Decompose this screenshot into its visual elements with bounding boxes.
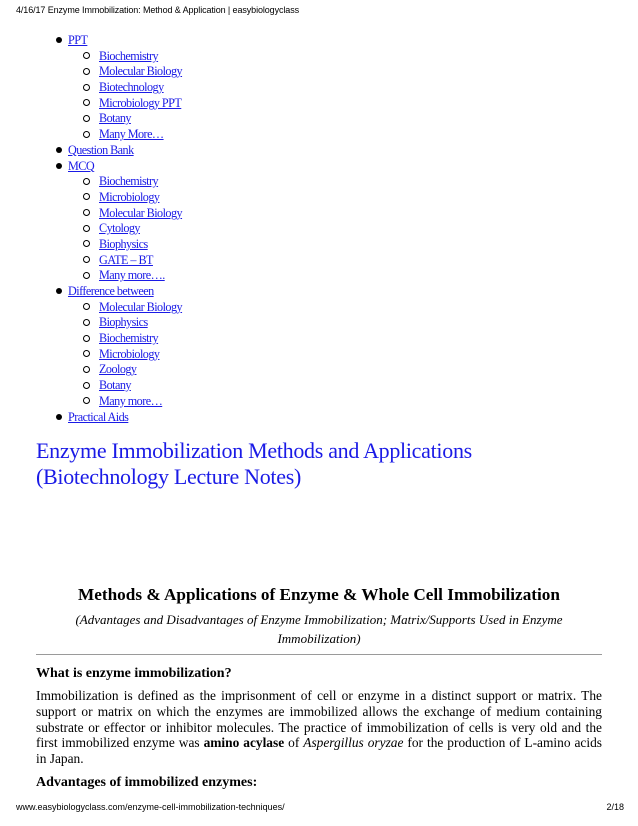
nav-sublink[interactable]: Zoology [99,362,137,377]
nav-sublink[interactable]: Biochemistry [99,174,159,189]
nav-subitem [99,189,182,205]
nav-sublink[interactable]: Biotechnology [99,80,164,95]
section-heading-advantages: Advantages of immobilized enzymes: [36,775,258,790]
nav-sublink[interactable]: Molecular Biology [99,64,183,79]
nav-sublink[interactable]: Cytology [99,221,140,236]
nav-link[interactable]: Question Bank [68,142,134,157]
section-heading-what-is: What is enzyme immobilization? [36,666,232,681]
nav-subitem [99,252,182,268]
nav-item-row [68,142,182,158]
nav-item [53,409,182,425]
para-bold-enzyme: amino acylase [203,735,285,751]
nav-sublink[interactable]: Biochemistry [99,331,159,346]
print-footer [16,802,624,812]
nav-subitem [99,173,182,189]
divider [36,654,602,655]
nav-sublink[interactable]: Molecular Biology [99,205,183,220]
nav-item [53,158,182,284]
para-text-3: for the production of L-amino acids in Japan. [36,735,602,767]
nav-sublink[interactable]: Many More… [99,127,164,142]
nav-item-row [68,32,182,48]
nav-subitem [99,126,182,142]
article-subtitle: (Advantages and Disadvantages of Enzyme Immobilization; Matrix/Supports Used in Enzyme Immobilization) [75,612,563,646]
nav-subitem [99,377,182,393]
nav-subitem [99,236,182,252]
nav-item [53,283,182,409]
nav-sublink[interactable]: Microbiology PPT [99,95,182,110]
nav-subitem [99,48,182,64]
para-text-1: Immobilization is defined as the imprisonment of cell or enzyme in a distinct support or matrix. The support or matrix on which the enzymes are immobilized allows the exchange of medium containing substrate or effector or inhibitor molecules. The practice of immobilization of cells is very old and the first immobilized enzyme was [36,688,602,751]
nav-item [53,142,182,158]
nav-sublink[interactable]: Microbiology [99,189,160,204]
nav-subitem [99,361,182,377]
nav-subitem [99,63,182,79]
nav-item-row [68,283,182,299]
para-italic-organism: Aspergillus oryzae [303,735,404,751]
nav-sublink[interactable]: Biophysics [99,315,148,330]
nav-sublink[interactable]: Botany [99,378,131,393]
nav-subitem [99,314,182,330]
nav-sublink[interactable]: Many more…. [99,268,165,283]
footer-page-number: 2/18 [606,802,624,812]
nav-subitem [99,330,182,346]
para-text-2: of [284,735,304,751]
nav-link[interactable]: MCQ [68,158,95,173]
nav-sublink[interactable]: Biophysics [99,236,148,251]
nav-item-row [68,409,182,425]
nav-submenu [99,299,182,409]
nav-sublink[interactable]: GATE – BT [99,252,153,267]
nav-subitem [99,79,182,95]
post-title: Enzyme Immobilization Methods and Applications (Biotechnology Lecture Notes) [36,438,472,489]
print-header: 4/16/17 Enzyme Immobilization: Method & Application | easybiologyclass [16,5,299,15]
nav-sublink[interactable]: Botany [99,111,131,126]
nav-submenu [99,173,182,283]
nav-subitem [99,95,182,111]
nav-item-row [68,158,182,174]
intro-paragraph [36,688,602,767]
nav-sublink[interactable]: Molecular Biology [99,299,183,314]
nav-subitem [99,205,182,221]
nav-item [53,32,182,142]
nav-link[interactable]: Difference between [68,284,154,298]
article-title: Methods & Applications of Enzyme & Whole Cell Immobilization [78,585,560,604]
nav-subitem [99,299,182,315]
nav-sublink[interactable]: Many more… [99,393,163,408]
nav-submenu [99,48,182,142]
nav-menu [53,32,182,424]
nav-subitem [99,346,182,362]
nav-link[interactable]: Practical Aids [68,409,129,424]
footer-url: www.easybiologyclass.com/enzyme-cell-immobilization-techniques/ [16,802,285,812]
nav-sublink[interactable]: Biochemistry [99,48,159,63]
nav-sublink[interactable]: Microbiology [99,346,160,361]
nav-subitem [99,393,182,409]
site-navigation [53,32,182,424]
nav-subitem [99,220,182,236]
nav-subitem [99,267,182,283]
nav-subitem [99,110,182,126]
nav-link[interactable]: PPT [68,33,88,47]
